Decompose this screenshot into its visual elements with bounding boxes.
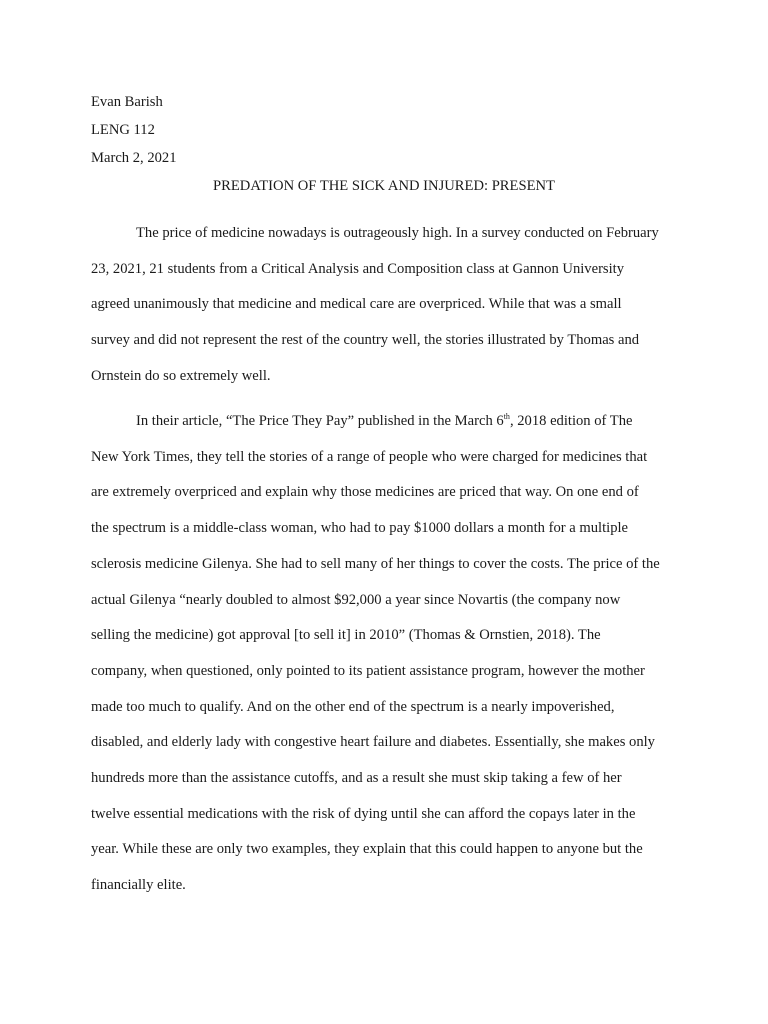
author-name: Evan Barish xyxy=(91,94,163,110)
paragraph-line: financially elite. xyxy=(91,877,186,893)
paragraph-line: twelve essential medications with the risk of dying until she can afford the copays later in the xyxy=(91,806,636,822)
paragraph-line: survey and did not represent the rest of the country well, the stories illustrated by Thomas and xyxy=(91,332,640,348)
document-title: PREDATION OF THE SICK AND INJURED: PRESENT xyxy=(213,178,555,194)
paragraph-line: disabled, and elderly lady with congestive heart failure and diabetes. Essentially, she makes only xyxy=(91,734,655,750)
document-date: March 2, 2021 xyxy=(91,150,177,166)
paragraph-line: company, when questioned, only pointed to its patient assistance program, however the mother xyxy=(91,663,645,679)
paragraph-line: Ornstein do so extremely well. xyxy=(91,368,271,384)
paragraph-line: selling the medicine) got approval [to sell it] in 2010” (Thomas & Ornstien, 2018). The xyxy=(91,627,601,643)
paragraph-line: the spectrum is a middle-class woman, who had to pay $1000 dollars a month for a multiple xyxy=(91,520,629,536)
line-text: , 2018 edition of The xyxy=(509,413,633,429)
line-text: In their article, “The Price They Pay” published in the March 6 xyxy=(136,413,504,429)
course-code: LENG 112 xyxy=(91,122,155,138)
paragraph-line: actual Gilenya “nearly doubled to almost $92,000 a year since Novartis (the company now xyxy=(91,592,621,608)
paragraph-line xyxy=(136,412,632,430)
paragraph-line: The price of medicine nowadays is outrageously high. In a survey conducted on February xyxy=(136,225,659,241)
paragraph-line: sclerosis medicine Gilenya. She had to sell many of her things to cover the costs. The price of the xyxy=(91,556,660,572)
ordinal-suffix: th xyxy=(503,412,510,421)
paragraph-line: agreed unanimously that medicine and medical care are overpriced. While that was a small xyxy=(91,296,622,312)
paragraph-line: New York Times, they tell the stories of a range of people who were charged for medicines that xyxy=(91,449,648,465)
paragraph-line: made too much to qualify. And on the other end of the spectrum is a nearly impoverished, xyxy=(91,699,615,715)
paragraph-line: 23, 2021, 21 students from a Critical Analysis and Composition class at Gannon University xyxy=(91,261,625,277)
paragraph-line: are extremely overpriced and explain why those medicines are priced that way. On one end of xyxy=(91,484,639,500)
paragraph-line: year. While these are only two examples, they explain that this could happen to anyone but the xyxy=(91,841,643,857)
paragraph-line: hundreds more than the assistance cutoffs, and as a result she must skip taking a few of her xyxy=(91,770,622,786)
